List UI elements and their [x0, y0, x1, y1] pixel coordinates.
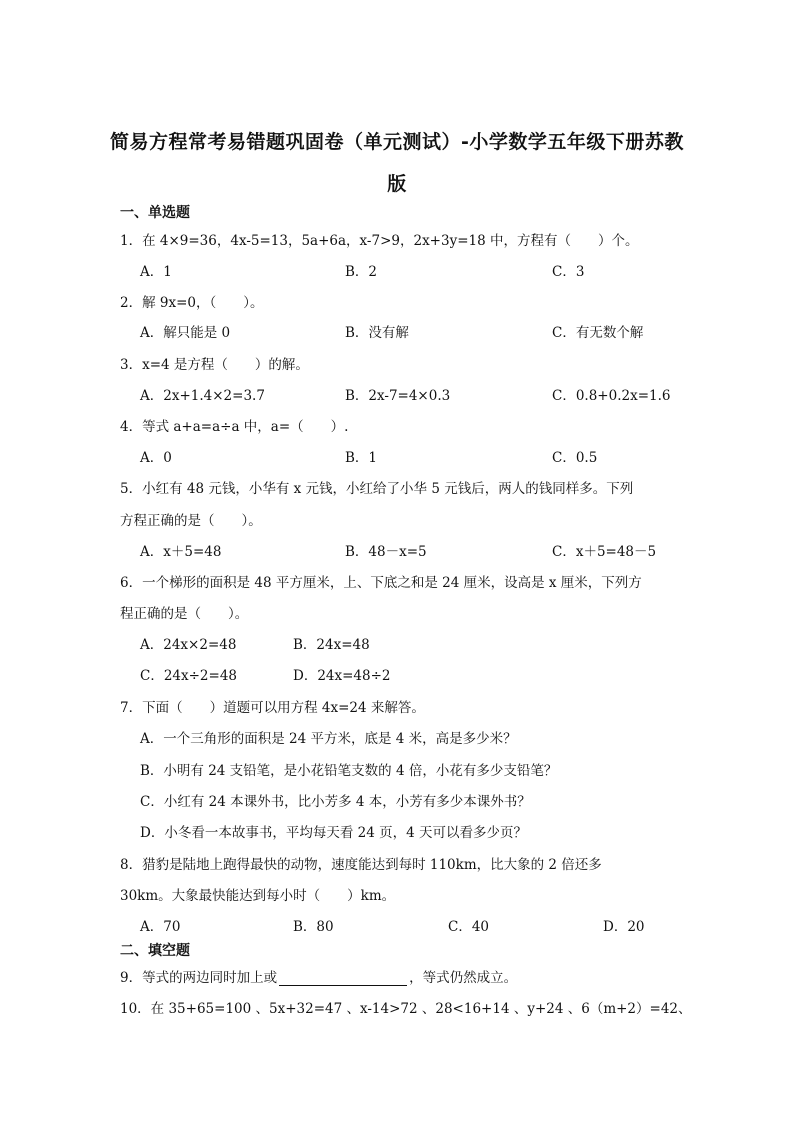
- question-9-answer-blank[interactable]: [279, 971, 407, 986]
- question-8-option-c[interactable]: C．40: [448, 919, 490, 935]
- question-6-text-line-1: 6．一个梯形的面积是 48 平方厘米，上、下底之和是 24 厘米，设高是 x 厘米，下列方: [120, 575, 642, 591]
- question-2-option-a[interactable]: A．解只能是 0: [140, 325, 231, 341]
- question-2-option-b[interactable]: B．没有解: [345, 325, 409, 341]
- question-1-option-c[interactable]: C．3: [552, 264, 585, 280]
- question-6-option-d[interactable]: D．24x=48÷2: [293, 668, 391, 684]
- question-7-option-d[interactable]: D．小冬看一本故事书，平均每天看 24 页，4 天可以看多少页？: [140, 825, 527, 841]
- question-6-text-line-2: 程正确的是（ ）。: [120, 606, 249, 622]
- question-8-option-d[interactable]: D．20: [603, 919, 645, 935]
- question-3-option-a[interactable]: A．2x+1.4×2=3.7: [140, 388, 265, 404]
- question-7-text: 7．下面（ ）道题可以用方程 4x=24 来解答。: [120, 700, 425, 716]
- question-8-text-line-2: 30km。大象最快能达到每小时（ ）km。: [120, 888, 396, 904]
- question-10-text: 10．在 35+65=100 、5x+32=47 、x-14>72 、28<16+14 、y+24 、6（m+2）=42、: [120, 1001, 692, 1017]
- question-4-option-b[interactable]: B．1: [345, 450, 378, 466]
- question-4-option-a[interactable]: A．0: [140, 450, 172, 466]
- question-5-text-line-2: 方程正确的是（ ）。: [120, 513, 262, 529]
- question-7-option-a[interactable]: A．一个三角形的面积是 24 平方米，底是 4 米，高是多少米？: [140, 731, 517, 747]
- question-6-option-c[interactable]: C．24x÷2=48: [140, 668, 238, 684]
- question-3-option-b[interactable]: B．2x-7=4×0.3: [345, 388, 451, 404]
- document-title-line-1: 简易方程常考易错题巩固卷（单元测试）-小学数学五年级下册苏教: [110, 131, 684, 153]
- question-4-option-c[interactable]: C．0.5: [552, 450, 598, 466]
- section-heading-fill-blank: 二、填空题: [120, 943, 190, 959]
- question-2-option-c[interactable]: C．有无数个解: [552, 325, 644, 341]
- question-1-option-a[interactable]: A．1: [140, 264, 172, 280]
- question-5-option-a[interactable]: A．x＋5=48: [140, 544, 222, 560]
- question-4-text: 4．等式 a+a=a÷a 中，a=（ ）.: [120, 419, 349, 435]
- question-9-text-before: 9．等式的两边同时加上或: [120, 970, 278, 986]
- question-9: [120, 966, 517, 986]
- section-heading-single-choice: 一、单选题: [120, 205, 190, 221]
- question-5-option-c[interactable]: C．x＋5=48－5: [552, 544, 657, 560]
- question-6-option-a[interactable]: A．24x×2=48: [140, 637, 237, 653]
- question-1-text: 1．在 4×9=36，4x-5=13，5a+6a，x-7>9，2x+3y=18 中，方程有（ ）个。: [120, 233, 639, 249]
- question-3-option-c[interactable]: C．0.8+0.2x=1.6: [552, 388, 671, 404]
- question-6-option-b[interactable]: B．24x=48: [293, 637, 370, 653]
- question-5-option-b[interactable]: B．48－x=5: [345, 544, 427, 560]
- question-3-text: 3．x=4 是方程（ ）的解。: [120, 357, 309, 373]
- question-8-text-line-1: 8．猎豹是陆地上跑得最快的动物，速度能达到每时 110km，比大象的 2 倍还多: [120, 857, 602, 873]
- question-7-option-b[interactable]: B．小明有 24 支铅笔，是小花铅笔支数的 4 倍，小花有多少支铅笔？: [140, 763, 558, 779]
- question-8-option-a[interactable]: A．70: [140, 919, 181, 935]
- question-5-text-line-1: 5．小红有 48 元钱，小华有 x 元钱，小红给了小华 5 元钱后，两人的钱同样多。下列: [120, 481, 634, 497]
- question-1-option-b[interactable]: B．2: [345, 264, 378, 280]
- question-8-option-b[interactable]: B．80: [293, 919, 334, 935]
- question-2-text: 2．解 9x=0，（ ）。: [120, 295, 264, 311]
- document-title-line-2: 版: [387, 173, 407, 195]
- question-9-text-after: ，等式仍然成立。: [409, 970, 518, 986]
- question-7-option-c[interactable]: C．小红有 24 本课外书，比小芳多 4 本，小芳有多少本课外书？: [140, 794, 531, 810]
